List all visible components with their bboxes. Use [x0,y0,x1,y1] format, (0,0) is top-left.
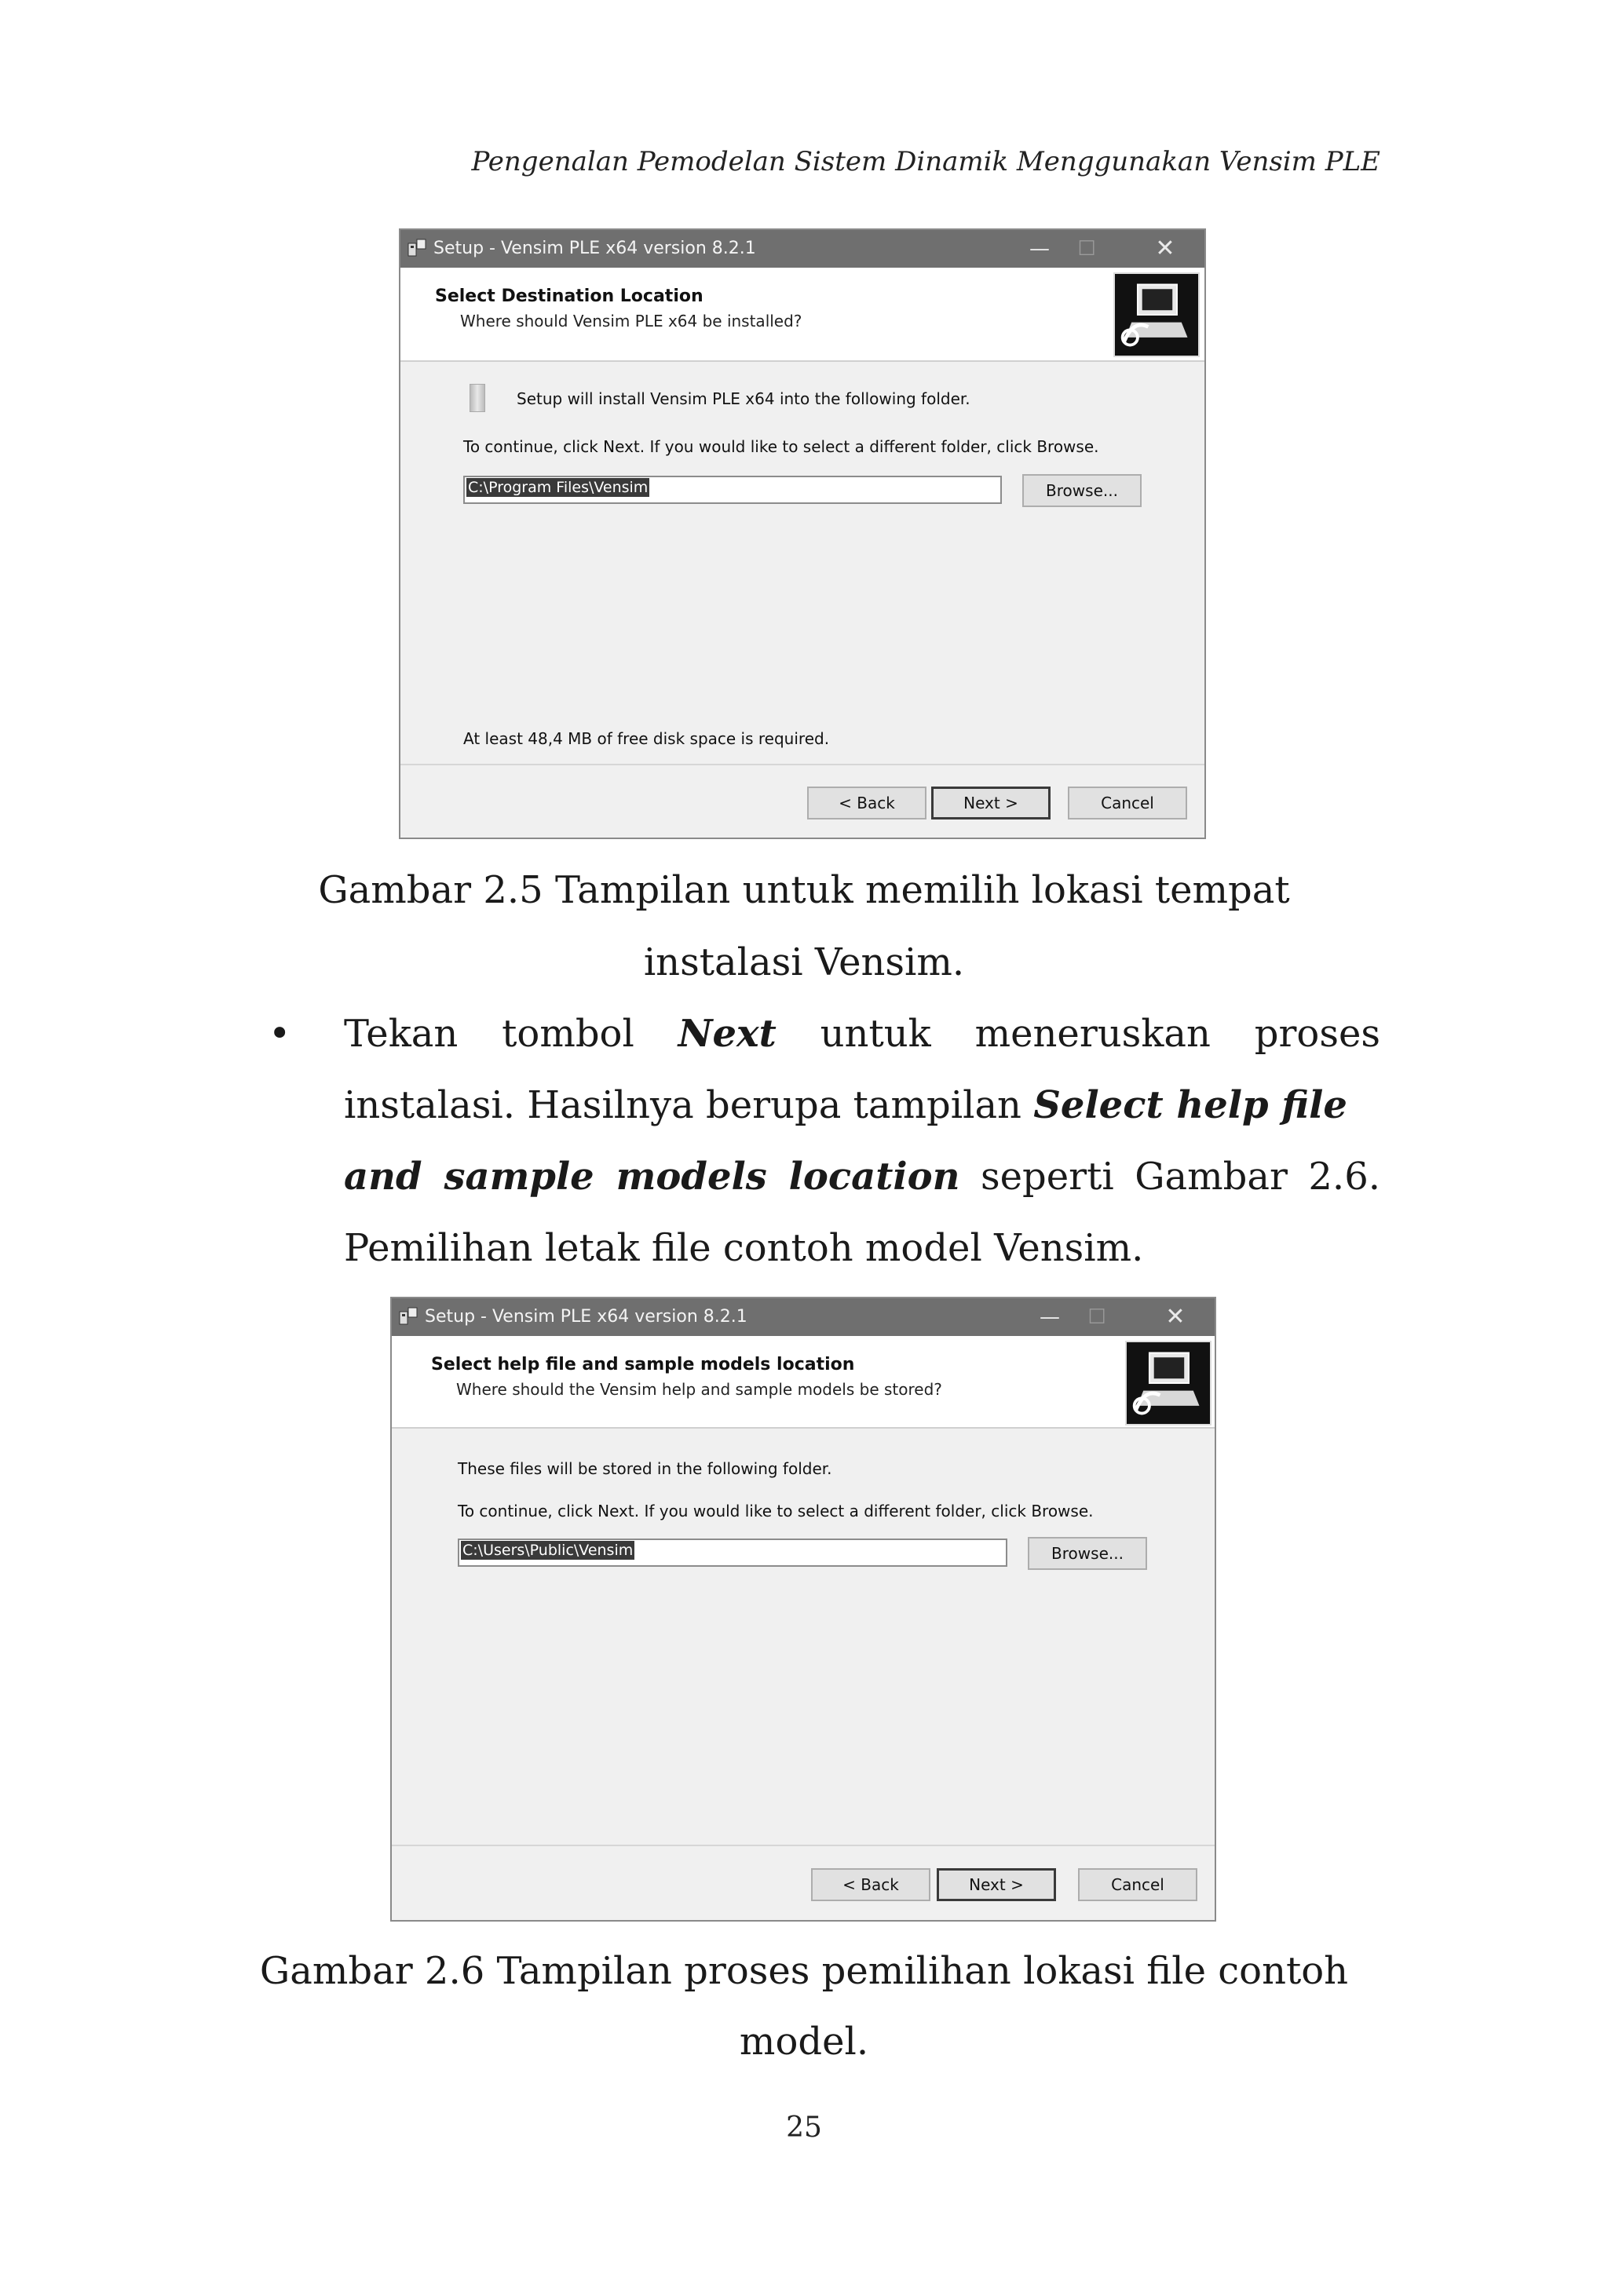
footer-divider [400,764,1204,765]
footer-divider [392,1845,1215,1846]
figure2-caption-line1: Gambar 2.6 Tampilan proses pemilihan lokasi file contoh [259,1949,1349,1993]
setup-app-icon [398,1305,418,1327]
setup-app-icon [407,237,427,259]
cancel-button[interactable]: Cancel [1068,787,1187,819]
next-button[interactable]: Next > [931,787,1051,819]
wizard-header-subtitle: Where should Vensim PLE x64 be installed? [460,312,802,330]
info-text: These files will be stored in the following folder. [458,1459,832,1478]
folder-path-value: C:\Users\Public\Vensim [462,1542,634,1559]
help-folder-input[interactable] [458,1539,1007,1567]
select-help-emphasis: Select help file [1033,1083,1347,1127]
page-number: 25 [786,2112,822,2144]
disk-icon [470,384,485,412]
close-icon[interactable]: ✕ [1155,235,1175,262]
vensim-computer-logo-icon [1125,1341,1211,1425]
bullet-marker: • [269,1012,291,1056]
instruction-text: To continue, click Next. If you would like to select a different folder, click Browse. [463,437,1099,456]
word: Gambar [1135,1155,1288,1199]
bullet-paragraph [344,998,1380,1284]
setup-window-help-location [390,1297,1216,1922]
maximize-icon[interactable]: ☐ [1077,237,1096,261]
minimize-icon[interactable]: — [1029,237,1050,261]
vensim-computer-logo-icon [1113,272,1200,357]
browse-button[interactable]: Browse... [1022,474,1142,507]
wizard-header-subtitle: Where should the Vensim help and sample models be stored? [456,1380,942,1399]
window-titlebar [392,1298,1215,1336]
wizard-header [400,268,1204,362]
running-header: Pengenalan Pemodelan Sistem Dinamik Menggunakan Vensim PLE [471,146,1380,177]
maximize-icon[interactable]: ☐ [1087,1305,1106,1329]
figure1-caption-line1: Gambar 2.5 Tampilan untuk memilih lokasi tempat [318,868,1290,912]
word: untuk [820,1012,931,1056]
figure1-caption-line2: instalasi Vensim. [643,940,965,984]
instruction-text: To continue, click Next. If you would like to select a different folder, click Browse. [458,1502,1094,1520]
line2-text: instalasi. Hasilnya berupa tampilan [344,1083,1034,1127]
install-info-text: Setup will install Vensim PLE x64 into the following folder. [517,389,970,408]
window-title: Setup - Vensim PLE x64 version 8.2.1 [433,239,756,258]
word: seperti [980,1155,1114,1199]
word: Tekan [344,1012,459,1056]
browse-button[interactable]: Browse... [1028,1537,1147,1570]
word: tombol [502,1012,634,1056]
disk-space-text: At least 48,4 MB of free disk space is required. [463,729,830,748]
paragraph-line-1 [344,998,1380,1070]
next-emphasis: Next [678,1012,777,1056]
word: 2.6. [1308,1155,1380,1199]
minimize-icon[interactable]: — [1040,1305,1060,1329]
back-button[interactable]: < Back [811,1868,930,1901]
next-button[interactable]: Next > [937,1868,1056,1901]
figure2-caption-line2: model. [739,2020,869,2064]
back-button[interactable]: < Back [807,787,926,819]
destination-folder-input[interactable] [463,476,1002,504]
paragraph-line-2 [344,1070,1380,1141]
wizard-header [392,1336,1215,1429]
wizard-header-title: Select Destination Location [435,287,704,306]
wizard-header-title: Select help file and sample models location [431,1355,855,1374]
paragraph-line-4: Pemilihan letak file contoh model Vensim. [344,1226,1144,1270]
window-titlebar [400,230,1204,268]
folder-path-value: C:\Program Files\Vensim [468,479,649,496]
close-icon[interactable]: ✕ [1165,1303,1186,1331]
paragraph-line-3 [344,1141,1380,1213]
window-title: Setup - Vensim PLE x64 version 8.2.1 [425,1307,747,1327]
word: proses [1254,1012,1380,1056]
cancel-button[interactable]: Cancel [1078,1868,1197,1901]
setup-window-destination [399,228,1206,839]
sample-models-emphasis: and sample models location [344,1155,960,1199]
word: meneruskan [974,1012,1211,1056]
